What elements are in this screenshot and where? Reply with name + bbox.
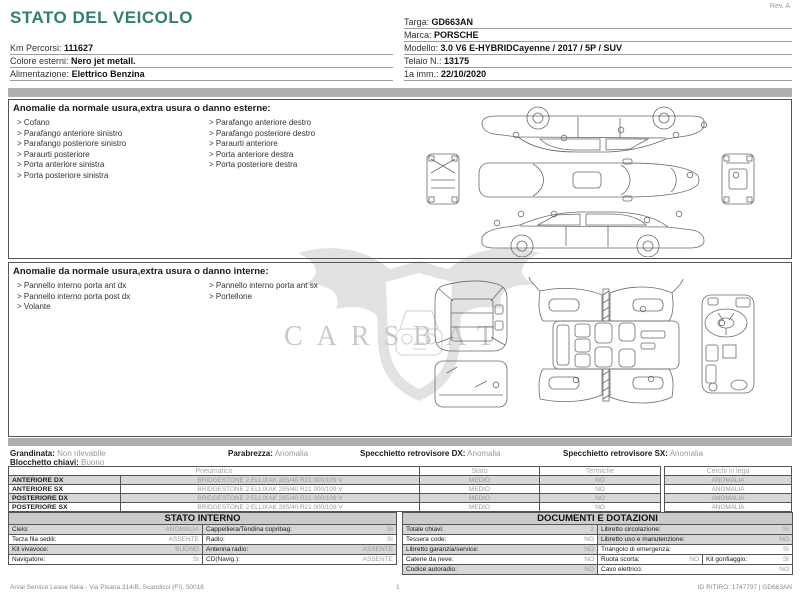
divider-bar-top — [8, 88, 792, 97]
anomaly-item: > Volante — [17, 302, 130, 313]
trunk-view — [435, 281, 507, 351]
tyres-table — [8, 466, 661, 512]
table-row: Kit vivavoce: BUONO Antenna radio: ASSENTE — [9, 545, 397, 555]
alloy-row: ANOMALIA — [665, 476, 792, 485]
table-row: Libretto garanzia/service: NO Triangolo di emergenza: SI — [403, 545, 793, 555]
exterior-damage-diagram — [423, 101, 787, 257]
col-header-pneumatico: Pneumatico — [9, 467, 420, 476]
anomaly-item: > Paraurti posteriore — [17, 150, 126, 161]
check-specchietto-sx: Specchietto retrovisore SX: Anomalia — [563, 449, 704, 458]
anomaly-item: > Porta anteriore sinistra — [17, 160, 126, 171]
damage-dot — [494, 220, 500, 226]
anomaly-item: > Parafango posteriore destro — [209, 129, 315, 140]
interior-anomalies-section — [8, 262, 792, 437]
exterior-anomalies-section — [8, 99, 792, 259]
interior-anomalies-list-right — [209, 281, 318, 302]
anomaly-item: > Parafango posteriore sinistro — [17, 139, 126, 150]
interior-anomalies-title: Anomalie da normale usura,extra usura o danno interne: — [13, 266, 269, 277]
car-front-bumper-view — [722, 154, 754, 204]
anomaly-item: > Parafango anteriore sinistro — [17, 129, 126, 140]
car-side-view-right — [482, 107, 704, 152]
anomaly-item: > Cofano — [17, 118, 126, 129]
col-header-termiche: Termiche — [540, 467, 661, 476]
damage-dot — [687, 172, 693, 178]
damage-dot — [676, 211, 682, 217]
check-grandinata: Grandinata: Non rilevabile — [10, 449, 106, 458]
damage-dot — [719, 320, 725, 326]
check-blocchetto-chiavi: Blocchetto chiavi: Buono — [10, 458, 105, 467]
col-header-stato: Stato — [420, 467, 540, 476]
damage-dot — [518, 211, 524, 217]
car-top-view — [479, 159, 699, 201]
alloy-row: ANOMALIA — [665, 494, 792, 503]
table-row: Terza fila sedili: ASSENTE Radio: SI — [9, 535, 397, 545]
anomaly-item: > Portellone — [209, 292, 318, 303]
anomaly-item: > Pannello interno porta ant dx — [17, 281, 130, 292]
stato-interno-table — [8, 512, 397, 565]
alloy-row: ANOMALIA — [665, 485, 792, 494]
alloy-wheels-table — [664, 466, 792, 512]
anomaly-item: > Pannello interno porta post dx — [17, 292, 130, 303]
cabin-view — [529, 277, 683, 403]
damage-dot — [561, 135, 567, 141]
vehicle-summary-left — [10, 42, 393, 81]
damage-dot — [618, 127, 624, 133]
damage-dot — [644, 217, 650, 223]
field-modello: Modello: 3.0 V6 E-HYBRIDCayenne / 2017 / 5P / SUV — [404, 42, 792, 55]
col-header-cerchi: Cerchi in lega — [665, 467, 792, 476]
damage-dot — [673, 132, 679, 138]
documenti-title: DOCUMENTI E DOTAZIONI — [403, 513, 793, 525]
revision-label: Rev. A — [769, 3, 790, 10]
footer-id-ritiro: ID RITIRO: 1747797 | GD663AN — [697, 584, 792, 591]
table-row: Totale chiavi: 2 Libretto circolazione: SI — [403, 525, 793, 535]
field-marca: Marca: PORSCHE — [404, 29, 792, 42]
anomaly-item: > Porta anteriore destra — [209, 150, 315, 161]
anomaly-item: > Porta posteriore destra — [209, 160, 315, 171]
tyre-row: POSTERIORE SX BRIDGESTONE 2 ELLIXAK 285/40 R21 000/109 V MEDIO NO — [9, 503, 661, 512]
documenti-dotazioni-table — [402, 512, 793, 575]
car-side-view-left — [482, 212, 704, 257]
table-row: Navigatore: SI CD(Navig.): ASSENTE — [9, 555, 397, 565]
dashboard-view — [702, 295, 754, 393]
tyre-row: POSTERIORE DX BRIDGESTONE 2 ELLIXAK 285/40 R21 000/109 V MEDIO NO — [9, 494, 661, 503]
tailgate-view — [435, 361, 507, 407]
anomaly-item: > Pannello interno porta ant sx — [209, 281, 318, 292]
tyre-row: ANTERIORE DX BRIDGESTONE 2 ELLIXAK 285/40 R21 000/109 V MEDIO NO — [9, 476, 661, 485]
divider-bar-bottom — [8, 438, 792, 446]
exterior-anomalies-title: Anomalie da normale usura,extra usura o danno esterne: — [13, 103, 271, 114]
footer-company: Arval Service Lease Italia - Via Pisana 314/B, Scandicci (FI), 50018 — [10, 584, 204, 591]
anomaly-item: > Paraurti anteriore — [209, 139, 315, 150]
check-parabrezza: Parabrezza: Anomalia — [228, 449, 309, 458]
alloy-row: ANOMALIA — [665, 503, 792, 512]
footer-page-number: 1 — [396, 584, 400, 591]
field-prima-immatricolazione: 1a imm.: 22/10/2020 — [404, 68, 792, 81]
interior-damage-diagram — [423, 265, 787, 435]
damage-dot — [573, 377, 579, 383]
damage-dot — [733, 172, 739, 178]
anomaly-item: > Parafango anteriore destro — [209, 118, 315, 129]
table-row: Codice autoradio: NO Cavo elettrico: NO — [403, 565, 793, 575]
exterior-anomalies-list-right — [209, 118, 315, 171]
table-row: Catene da neve: NO Ruota scorta: NO Kit gonfiaggio: SI — [403, 555, 793, 565]
table-row: Cielo: ANOMALIA Cappelliera/Tendina copribag: SI — [9, 525, 397, 535]
anomaly-item: > Porta posteriore sinistra — [17, 171, 126, 182]
watermark-text: CARSBAT — [284, 321, 509, 352]
damage-dot — [493, 382, 499, 388]
vehicle-summary-right — [404, 16, 792, 81]
stato-interno-title: STATO INTERNO — [9, 513, 397, 525]
alloy-header-row — [665, 467, 792, 476]
field-alimentazione: Alimentazione: Elettrico Benzina — [10, 68, 393, 81]
field-telaio: Telaio N.: 13175 — [404, 55, 792, 68]
interior-anomalies-list-left — [17, 281, 130, 313]
check-specchietto-dx: Specchietto retrovisore DX: Anomalia — [360, 449, 501, 458]
quick-checks-row — [0, 449, 800, 467]
tyres-header-row — [9, 467, 661, 476]
table-row: Tessera code: NO Libretto uso e manutenzione: NO — [403, 535, 793, 545]
exterior-anomalies-list-left — [17, 118, 126, 181]
field-km-percorsi: Km Percorsi: 111627 — [10, 42, 393, 55]
field-targa: Targa: GD663AN — [404, 16, 792, 29]
car-rear-bumper-view — [427, 154, 459, 204]
page-title: STATO DEL VEICOLO — [10, 8, 193, 27]
tyre-row: ANTERIORE SX BRIDGESTONE 2 ELLIXAK 285/40 R21 000/109 V MEDIO NO — [9, 485, 661, 494]
field-colore-esterni: Colore esterni: Nero jet metall. — [10, 55, 393, 68]
